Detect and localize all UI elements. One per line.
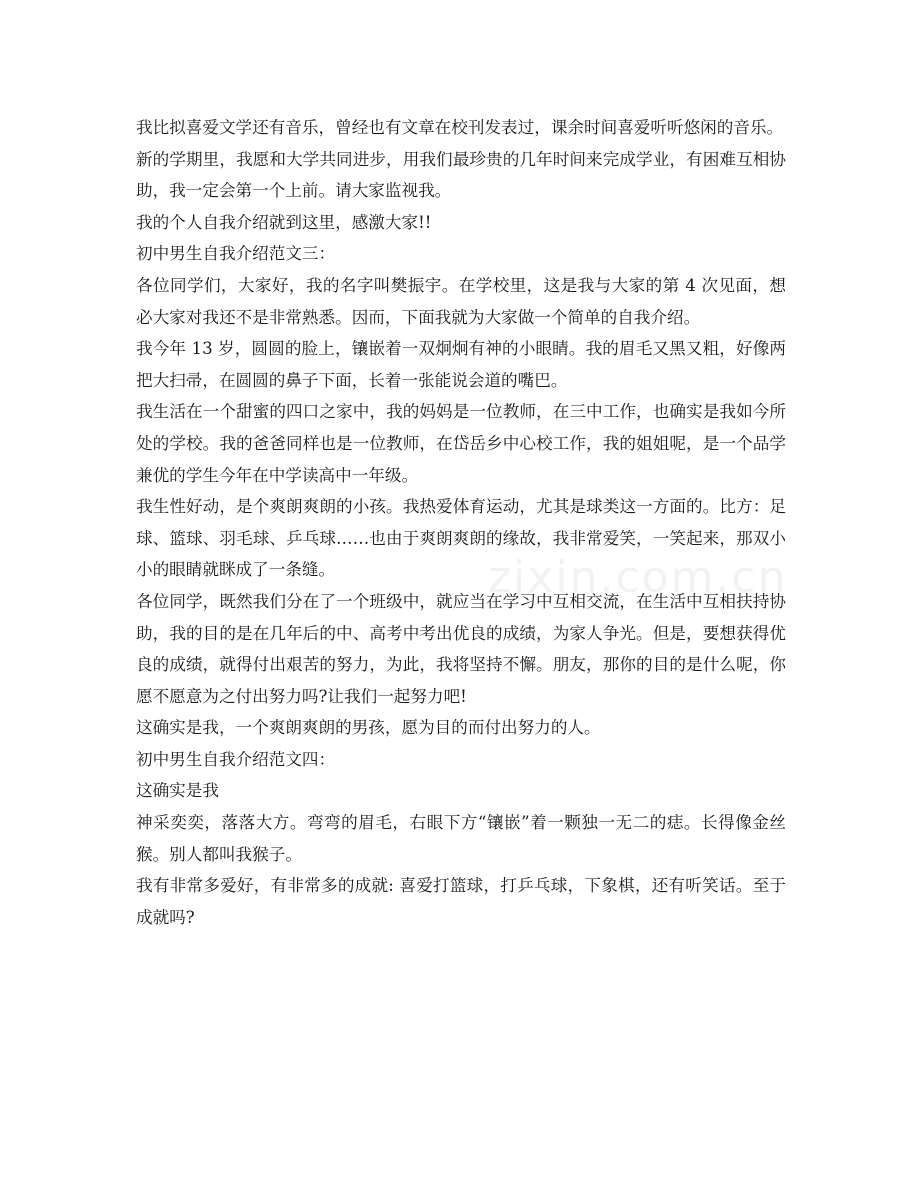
- paragraph-personality: 我生性好动，是个爽朗爽朗的小孩。我热爱体育运动，尤其是球类这一方面的。比方：足球、篮球、羽毛球、乒乓球……也由于爽朗爽朗的缘故，我非常爱笑，一笑起来，那双小小的眼睛就眯成了一条缝。: [136, 497, 786, 580]
- paragraph-appearance: 我今年 13 岁，圆圆的脸上，镶嵌着一双炯炯有神的小眼睛。我的眉毛又黑又粗，好像两把大扫帚，在圆圆的鼻子下面，长着一张能说会道的嘴巴。: [136, 339, 786, 390]
- paragraph-thanks: 我的个人自我介绍就到这里，感激大家!!: [136, 212, 432, 232]
- paragraph-greeting: 各位同学们，大家好，我的名字叫樊振宇。在学校里，这是我与大家的第 4 次见面，想必大家对我还不是非常熟悉。因而，下面我就为大家做一个简单的自我介绍。: [136, 275, 786, 327]
- paragraph-achievements: 我有非常多爱好，有非常多的成就: 喜爱打篮球，打乒乓球，下象棋，还有听笑话。至于成就吗?: [136, 876, 786, 927]
- paragraph-looks: 神采奕奕，落落大方。弯弯的眉毛，右眼下方“镶嵌”着一颗独一无二的痣。长得像金丝猴。别人都叫我猴子。: [136, 813, 786, 864]
- watermark-text: zixin.com.cn: [488, 552, 788, 603]
- paragraph-new-semester: 新的学期里，我愿和大学共同进步，用我们最珍贵的几年时间来完成学业，有困难互相协助，我一定会第一个上前。请大家监视我。: [136, 149, 786, 201]
- paragraph-family: 我生活在一个甜蜜的四口之家中，我的妈妈是一位教师，在三中工作，也确实是我如今所处的学校。我的爸爸同样也是一位教师，在岱岳乡中心校工作，我的姐姐呢，是一个品学兼优的学生今年在中学读高中一年级。: [136, 402, 786, 485]
- paragraph-summary: 这确实是我，一个爽朗爽朗的男孩，愿为目的而付出努力的人。: [136, 718, 601, 738]
- paragraph-goals: 各位同学，既然我们分在了一个班级中，就应当在学习中互相交流，在生活中互相扶持协助，我的目的是在几年后的中、高考中考出优良的成绩，为家人争光。但是，要想获得优良的成绩，就得付出艰苦的努力，为此，我将坚持不懈。朋友，那你的目的是什么呢，你愿不愿意为之付出努力吗?让我们一起努力吧!: [136, 591, 786, 706]
- section-heading-sample-four: 初中男生自我介绍范文四：: [136, 749, 336, 769]
- document-body: [136, 112, 786, 933]
- paragraph-hobbies: 我比拟喜爱文学还有音乐，曾经也有文章在校刊发表过，课余时间喜爱听听悠闲的音乐。: [136, 118, 784, 137]
- paragraph-this-is-me: 这确实是我: [136, 781, 219, 801]
- section-heading-sample-three: 初中男生自我介绍范文三：: [136, 244, 336, 264]
